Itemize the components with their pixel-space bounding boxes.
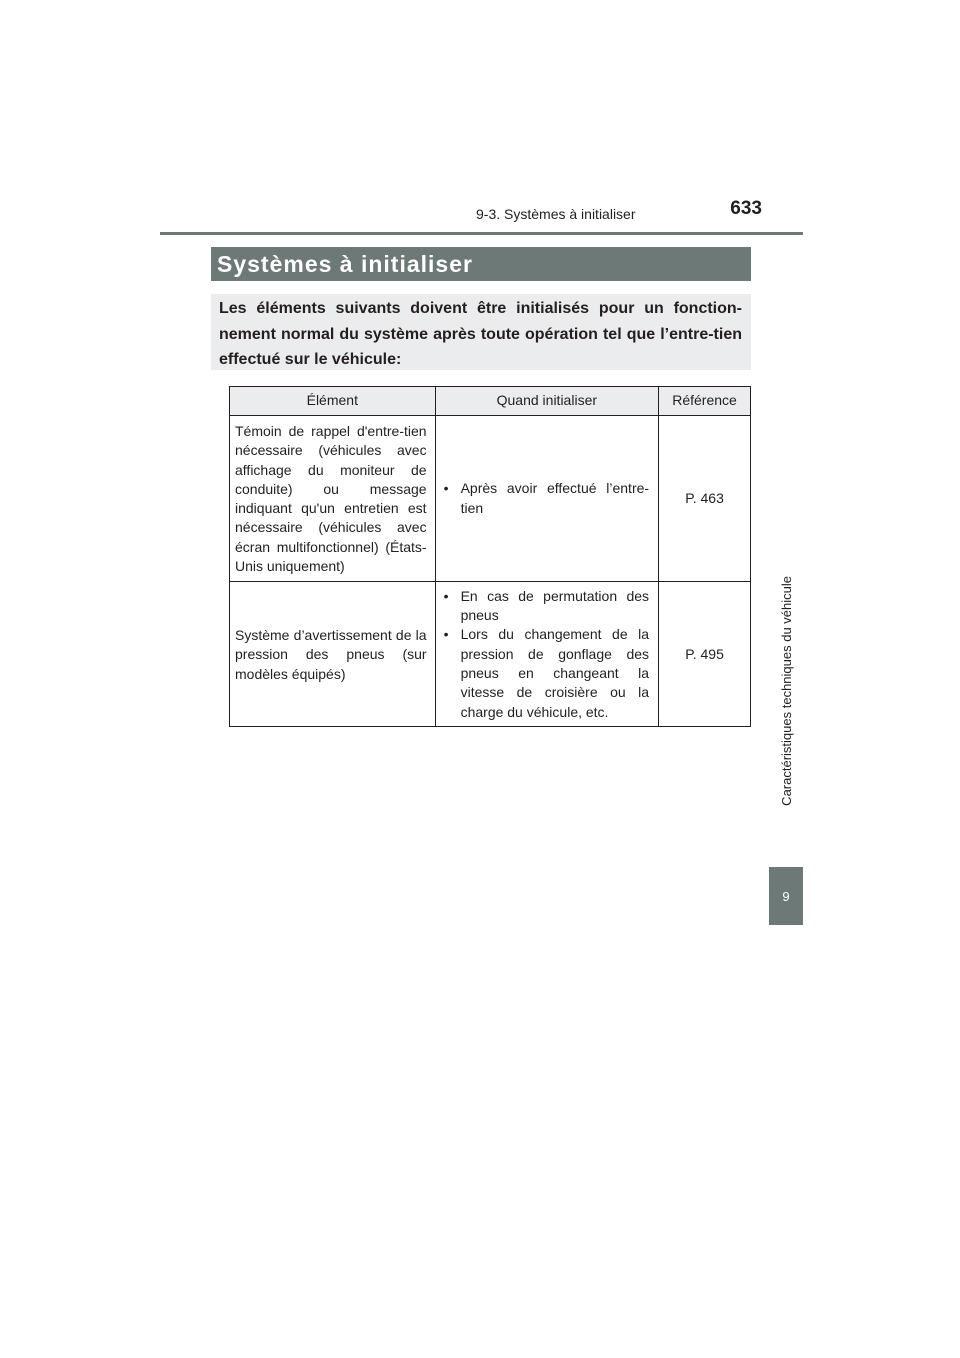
page-number: 633 [730,198,762,219]
initialization-table [229,386,751,727]
table-row [230,416,751,582]
row-element: Témoin de rappel d'entre-tien nécessaire (véhicules avec affichage du moniteur de conduite) ou message indiquant qu'un entretien est nécessaire (véhicules avec écran multifonctionnel) (États-Unis uniquement) [230,416,436,582]
chapter-side-label [776,576,796,836]
list-item: • En cas de permutation des pneus [443,587,649,626]
header-reference: Référence [659,387,751,416]
list-item: • Après avoir effectué l’entre-tien [443,479,649,518]
table-header-row [230,387,751,416]
header-element: Élément [230,387,436,416]
row-reference: P. 463 [659,416,751,582]
row-reference: P. 495 [659,582,751,727]
chapter-label-text: Caractéristiques techniques du véhicule [779,576,794,806]
list-item: • Lors du changement de la pression de gonflage des pneus en changeant la vitesse de croisière ou la charge du véhicule, etc. [443,625,649,721]
intro-box: Les éléments suivants doivent être initialisés pour un fonction-nement normal du système après toute opération tel que l’entre-tien effectué sur le véhicule: [211,294,751,370]
header-rule [160,232,803,235]
chapter-tab: 9 [769,867,803,925]
header-when: Quand initialiser [435,387,658,416]
running-head: 9-3. Systèmes à initialiser [476,206,636,222]
section-title: Systèmes à initialiser [211,247,751,281]
row-when [435,582,658,727]
table-row [230,582,751,727]
row-element: Système d’avertissement de la pression des pneus (sur modèles équipés) [230,582,436,727]
row-when [435,416,658,582]
